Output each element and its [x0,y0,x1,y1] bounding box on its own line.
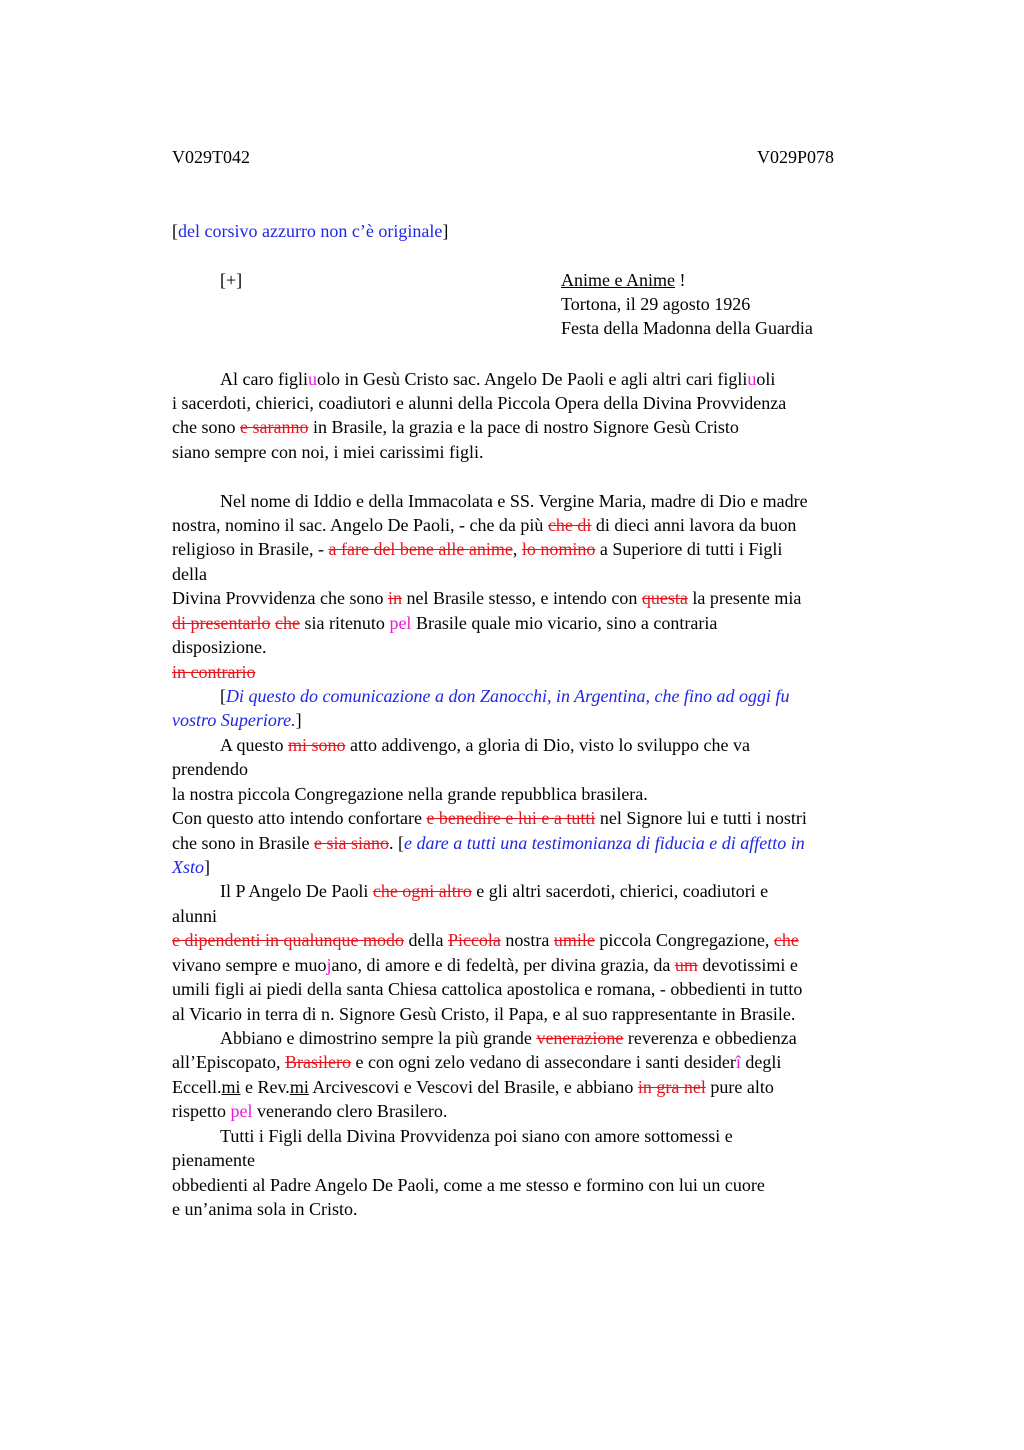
deleted-text: venerazione [536,1028,624,1048]
body-line [172,708,302,732]
inserted-text: î [735,1052,741,1072]
body-line [172,1050,781,1074]
text-run: ] [295,710,302,730]
text-run: Tutti i Figli della Divina Provvidenza poi siano con amore sottomessi e [220,1126,733,1146]
text-run: . [ [388,833,404,853]
deleted-text: questa [641,588,688,608]
deleted-text: in [387,588,402,608]
deleted-text: Piccola [447,930,501,950]
text-run: di dieci anni lavora da buon [591,515,797,535]
deleted-text: lo nomino [521,539,596,559]
text-run: pienamente [172,1150,255,1170]
text-run: nostra, nomino il sac. Angelo De Paoli, - che da più [172,515,548,535]
text-run: [ [220,686,226,706]
body-line [172,635,267,659]
text-run: degli [740,1052,782,1072]
body-line [172,586,801,610]
deleted-text: e sia siano [313,833,389,853]
text-run: Arcivescovi e Vescovi del Brasile, e abbiano [308,1077,638,1097]
editorial-text: e dare a tutti una testimonianza di fiducia e di affetto in [403,833,805,853]
text-run: ano, di amore e di fedeltà, per divina grazia, da [331,955,675,975]
body-line [172,904,217,928]
text-run: religioso in Brasile, - [172,539,329,559]
place-date: Tortona, il 29 agosto 1926 [561,294,751,314]
inserted-text: pel [389,613,412,633]
text-run: in Brasile, la grazia e la pace di nostro Signore Gesù Cristo [308,417,739,437]
body-line [172,806,807,830]
text-run: sia ritenuto [299,613,390,633]
inserted-text: j [326,955,332,975]
text-run: a Superiore di tutti i Figli [595,539,783,559]
deleted-text: e dipendenti in qualunque modo [172,930,404,950]
editorial-note-text: del corsivo azzurro non c’è originale [178,221,443,241]
text-run: i sacerdoti, chierici, coadiutori e alunni della Piccola Opera della Divina Provvidenza [172,393,787,413]
deleted-text: che di [547,515,592,535]
document-code-left: V029T042 [172,147,250,167]
salutation-line [220,367,775,391]
text-run: e gli altri sacerdoti, chierici, coadiutori e [471,881,769,901]
deleted-text: che ogni altro [372,881,472,901]
text-run: reverenza e obbedienza [623,1028,797,1048]
text-run: prendendo [172,759,248,779]
text-run: nel Signore lui e tutti i nostri [595,808,807,828]
text-run: della [403,930,448,950]
salutation-line [172,440,483,464]
text-run: alunni [172,906,217,926]
text-run: Divina Provvidenza che sono [172,588,388,608]
text-run: della [172,564,207,584]
text-run: , [512,539,522,559]
text-run: Nel nome di Iddio e della Immacolata e SS. Vergine Maria, madre di Dio e madre [220,491,808,511]
text-run: nostra [500,930,554,950]
text-run: che sono in Brasile [172,833,314,853]
deleted-text: e benedire e lui e a tutti [426,808,596,828]
salutation-line [172,391,786,415]
body-line [220,733,750,757]
feast-day: Festa della Madonna della Guardia [561,318,813,338]
deleted-text: Brasilero [284,1052,351,1072]
text-run: la nostra piccola Congregazione nella grande repubblica brasilera. [172,784,648,804]
body-line [172,562,207,586]
body-line [172,782,648,806]
text-run: Il P Angelo De Paoli [220,881,373,901]
body-line [172,1075,774,1099]
text-run: ] [204,857,211,877]
text-run: obbedienti al Padre Angelo De Paoli, come a me stesso e formino con lui un cuore [172,1175,765,1195]
body-line [172,537,782,561]
inserted-text: u [747,369,757,389]
letter-title: Anime e Anime [561,270,675,290]
deleted-text: che [773,930,799,950]
cross-mark: [+] [220,270,243,290]
body-line [220,1124,733,1148]
editorial-text: Xsto [172,857,205,877]
deleted-text: in gra nel [637,1077,706,1097]
text-run: olo in Gesù Cristo sac. Angelo De Paoli e agli altri cari figli [316,369,748,389]
text-run: umili figli ai piedi della santa Chiesa cattolica apostolica e romana, - obbedienti in tutto [172,979,803,999]
deleted-text: e saranno [239,417,309,437]
deleted-text: mi sono [288,735,346,755]
text-run: Eccell. [172,1077,222,1097]
text-run: e con ogni zelo vedano di assecondare i santi desider [350,1052,736,1072]
inserted-text: u [307,369,317,389]
body-line [172,660,255,684]
text-run: atto addivengo, a gloria di Dio, visto lo sviluppo che va [345,735,750,755]
text-run: Al caro figli [220,369,308,389]
text-run: devotissimi e [697,955,798,975]
body-line [172,513,796,537]
editorial-note: [del corsivo azzurro non c’è originale] [172,221,449,241]
body-line [172,831,805,855]
body-line [172,977,802,1001]
text-run: venerando clero Brasilero. [252,1101,448,1121]
text-run: che sono [172,417,240,437]
text-run: rispetto [172,1101,231,1121]
deleted-text: um [674,955,698,975]
deleted-text: di presentarlo [172,613,271,633]
text-run: la presente mia [687,588,802,608]
inserted-text: pel [230,1101,253,1121]
body-line [172,611,717,635]
text-run: nel Brasile stesso, e intendo con [401,588,642,608]
document-code-right: V029P078 [757,147,835,167]
text-run: e un’anima sola in Cristo. [172,1199,358,1219]
body-line [172,1099,447,1123]
body-line [220,684,789,708]
body-line [172,757,248,781]
body-line [172,1002,795,1026]
text-run: Brasile quale mio vicario, sino a contraria [411,613,718,633]
text-run: disposizione. [172,637,267,657]
editorial-text: Di questo do comunicazione a don Zanocchi, in Argentina, che fino ad oggi fu [226,686,790,706]
text-run: Con questo atto intendo confortare [172,808,427,828]
text-run: e Rev. [240,1077,290,1097]
text-run: all’Episcopato, [172,1052,285,1072]
text-run: al Vicario in terra di n. Signore Gesù Cristo, il Papa, e al suo rappresentante in Brasile. [172,1004,796,1024]
body-line [172,855,210,879]
body-line [172,953,798,977]
body-line [172,1148,255,1172]
deleted-text: umile [553,930,595,950]
body-line [220,489,808,513]
text-run: A questo [220,735,289,755]
deleted-text: in contrario [172,662,256,682]
deleted-text: a fare del bene alle anime [328,539,513,559]
body-line [220,1026,797,1050]
letter-title-line [561,270,685,291]
salutation-line [172,415,739,439]
deleted-text: che [274,613,300,633]
body-line [172,1173,765,1197]
text-run: Abbiano e dimostrino sempre la più grande [220,1028,537,1048]
underlined-text: mi [221,1077,241,1097]
text-run: oli [756,369,776,389]
body-line [220,879,768,903]
editorial-text: vostro Superiore. [172,710,296,730]
letter-title-mark: ! [674,270,686,290]
underlined-text: mi [289,1077,309,1097]
body-line [172,1197,357,1221]
text-run: siano sempre con noi, i miei carissimi figli. [172,442,484,462]
body-line [172,928,799,952]
text-run: pure alto [705,1077,774,1097]
text-run: piccola Congregazione, [594,930,774,950]
text-run: vivano sempre e muo [172,955,327,975]
